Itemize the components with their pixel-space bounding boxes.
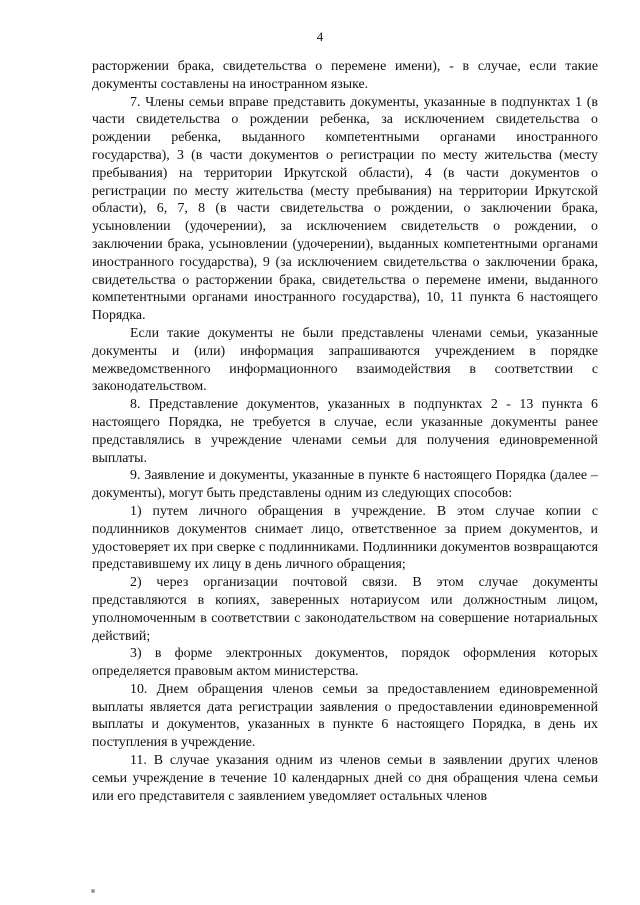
paragraph-interagency-request: Если такие документы не были представлены членами семьи, указанные документы и (или) информация запрашиваются учреждением в порядке межведомственного информационного взаимодействия в соответствии с законодательством. [92,325,598,395]
paragraph-method-3: 3) в форме электронных документов, порядок оформления которых определяется правовым актом министерства. [92,646,598,680]
paragraph-item-11: 11. В случае указания одним из членов семьи в заявлении других членов семьи учреждение в течение 10 календарных дней со дня обращения члена семьи или его представителя с заявлением уведомляет остальных членов [92,753,598,804]
document-body [92,58,598,805]
paragraph-item-7: 7. Члены семьи вправе представить документы, указанные в подпунктах 1 (в части свидетельства о рождении ребенка, за исключением свидетельства о рождении ребенка, выданного компетентными органами иностранного государства), 3 (в части документов о регистрации по месту жительства (месту пребывания) на территории Иркутской области), 4 (в части документов о регистрации по месту жительства (месту пребывания) на территории Иркутской области), 6, 7, 8 (в части свидетельства о рождении, о заключении брака, усыновлении (удочерении), за исключением свидетельств о рождении, о заключении брака, усыновлении (удочерении), выданных компетентными органами иностранного государства), 9 (за исключением свидетельства о заключении брака, свидетельства о расторжении брака, свидетельства о перемене имени, выданного компетентными органами иностранного государства), 10, 11 пункта 6 настоящего Порядка. [92,94,598,324]
scan-dot-mark [91,889,95,893]
paragraph-item-8: 8. Представление документов, указанных в подпунктах 2 - 13 пункта 6 настоящего Порядка, не требуется в случае, если указанные документы ранее представлялись в учреждение членами семьи для получения единовременной выплаты. [92,397,598,466]
paragraph-continuation: расторжении брака, свидетельства о перемене имени), - в случае, если такие документы составлены на иностранном языке. [92,59,598,92]
paragraph-item-10: 10. Днем обращения членов семьи за предоставлением единовременной выплаты является дата регистрации заявления о предоставлении единовременной выплаты и документов, указанных в пункте 6 настоящего Порядка, в день их поступления в учреждение. [92,681,598,751]
paragraph-item-9: 9. Заявление и документы, указанные в пункте 6 настоящего Порядка (далее – документы), могут быть представлены одним из следующих способов: [92,468,598,502]
page-number: 4 [316,29,324,44]
paragraph-method-2: 2) через организации почтовой связи. В этом случае документы представляются в копиях, заверенных нотариусом или должностным лицом, уполномоченным в соответствии с законодательством на совершение нотариальных действий; [92,575,598,644]
paragraph-method-1: 1) путем личного обращения в учреждение. В этом случае копии с подлинников документов снимает лицо, ответственное за прием документов, и удостоверяет их при сверке с подлинниками. Подлинники документов возвращаются представившему их лицу в день личного обращения; [92,503,598,573]
